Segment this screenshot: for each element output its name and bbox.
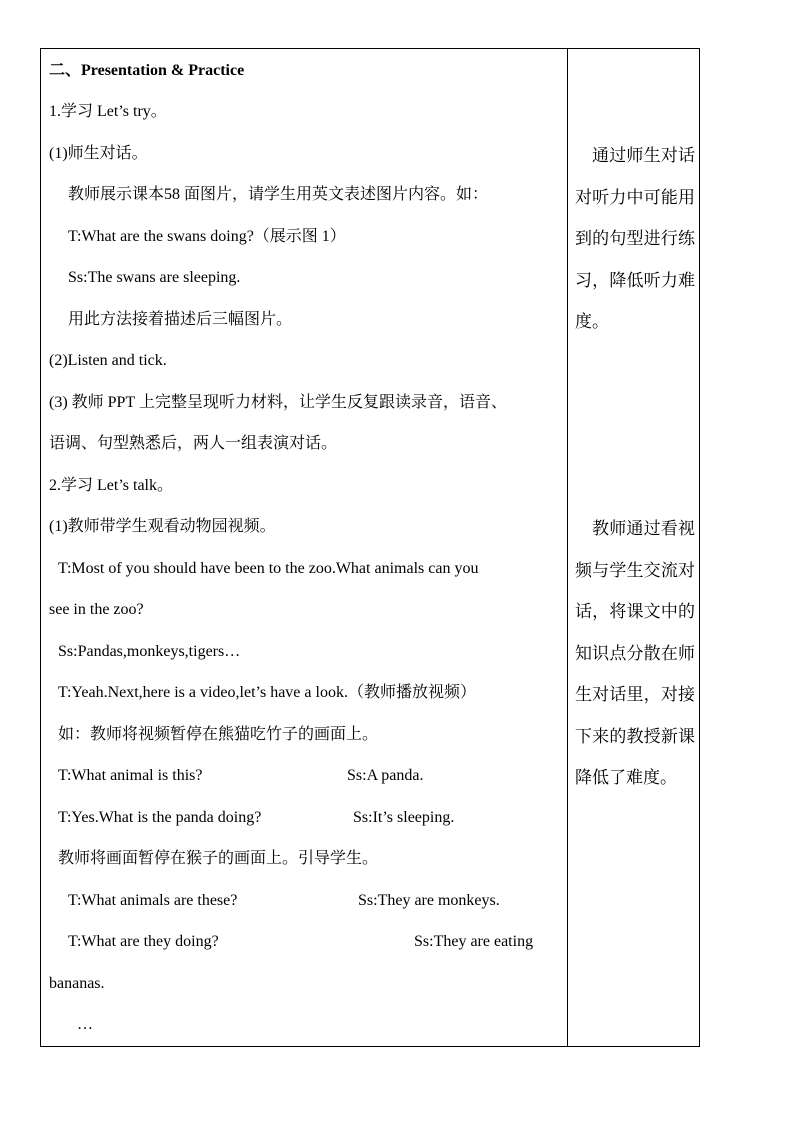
dialogue-teacher: T:What animal is this? <box>58 767 203 784</box>
column-divider <box>567 49 568 1046</box>
body-text: 如：教师将视频暂停在熊猫吃竹子的画面上。 <box>58 726 379 743</box>
dialogue-line: T:Most of you should have been to the zoo.What animals can you <box>58 560 479 577</box>
body-text: 教师展示课本58 面图片，请学生用英文表述图片内容。如： <box>68 186 489 203</box>
dialogue-teacher: T:What animals are these? <box>68 892 238 909</box>
dialogue-student: Ss:They are eating <box>414 933 534 950</box>
dialogue-line: Ss:Pandas,monkeys,tigers… <box>58 643 241 660</box>
dialogue-student: Ss:A panda. <box>347 767 424 784</box>
dialogue-line: see in the zoo? <box>49 601 144 618</box>
step-1-sub-1: (1)师生对话。 <box>49 145 148 162</box>
step-1-sub-2: (2)Listen and tick. <box>49 352 167 369</box>
section-title: 二、Presentation & Practice <box>49 62 245 79</box>
dialogue-teacher: T:What are they doing? <box>68 933 219 950</box>
dialogue-line: bananas. <box>49 975 105 992</box>
dialogue-line: T:What are the swans doing?（展示图 1） <box>68 228 346 245</box>
lesson-plan-table <box>40 48 700 1047</box>
ellipsis: … <box>77 1016 93 1033</box>
step-2-sub-1: (1)教师带学生观看动物园视频。 <box>49 518 276 535</box>
design-note-2: 教师通过看视频与学生交流对话，将课文中的知识点分散在师生对话里，对接下来的教授新课降低了难度。 <box>575 519 695 787</box>
step-2-heading: 2.学习 Let’s talk。 <box>49 477 173 494</box>
dialogue-line: Ss:The swans are sleeping. <box>68 269 241 286</box>
body-text: 教师将画面暂停在猴子的画面上。引导学生。 <box>58 850 379 867</box>
step-1-heading: 1.学习 Let’s try。 <box>49 103 167 120</box>
design-note-1: 通过师生对话对听力中可能用到的句型进行练习，降低听力难度。 <box>575 146 695 331</box>
body-text: 用此方法接着描述后三幅图片。 <box>68 311 293 328</box>
step-1-sub-3: (3) 教师 PPT 上完整呈现听力材料，让学生反复跟读录音，语音、 <box>49 394 507 411</box>
dialogue-teacher: T:Yes.What is the panda doing? <box>58 809 262 826</box>
dialogue-student: Ss:It’s sleeping. <box>353 809 455 826</box>
body-text: 语调、句型熟悉后，两人一组表演对话。 <box>49 435 338 452</box>
dialogue-line: T:Yeah.Next,here is a video,let’s have a look.（教师播放视频） <box>58 684 476 701</box>
dialogue-student: Ss:They are monkeys. <box>358 892 500 909</box>
